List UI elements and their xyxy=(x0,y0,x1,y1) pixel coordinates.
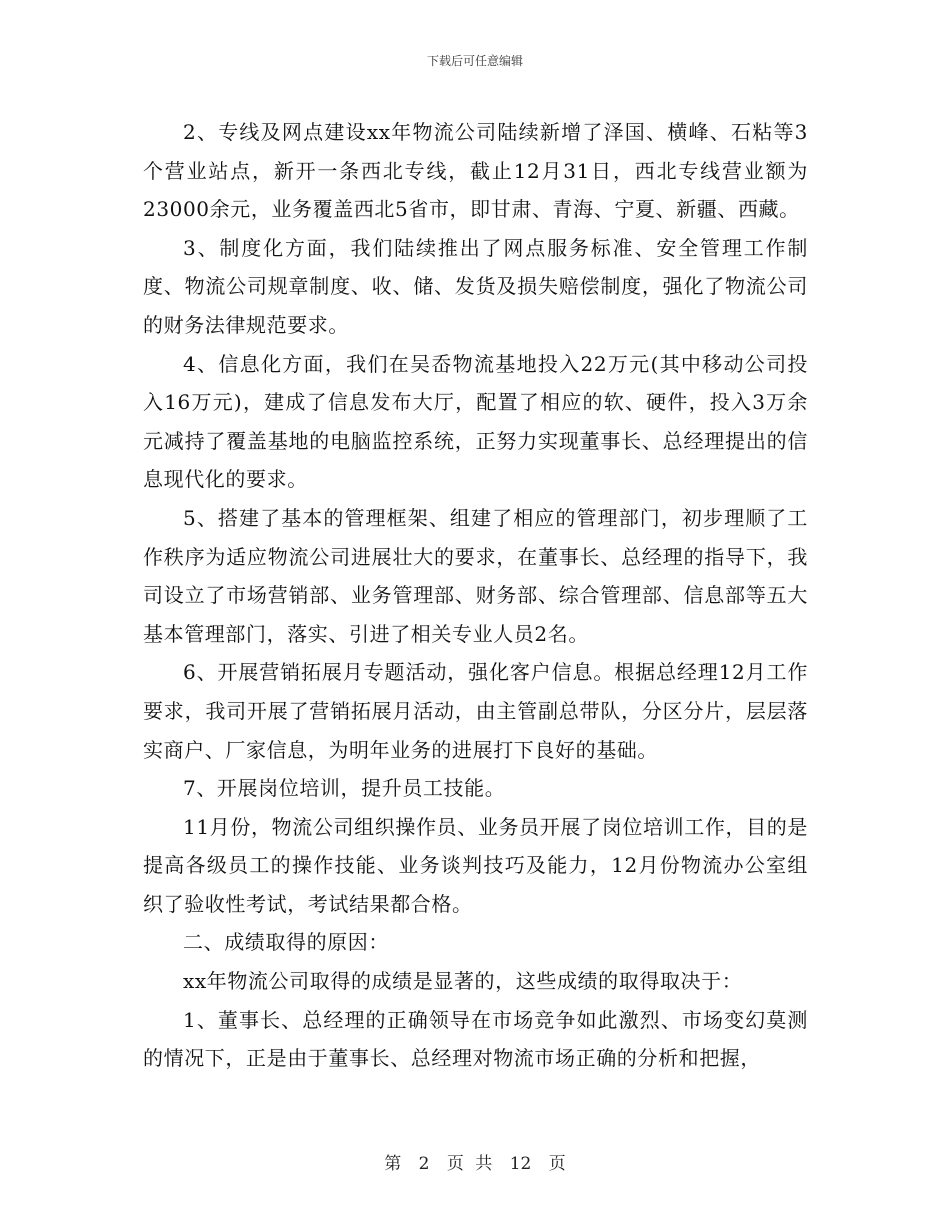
paragraph-2: 3、制度化方面，我们陆续推出了网点服务标准、安全管理工作制度、物流公司规章制度、收、储、发货及损失赔偿制度，强化了物流公司的财务法律规范要求。 xyxy=(143,235,808,337)
paragraph-3: 4、信息化方面，我们在吴岙物流基地投入22万元(其中移动公司投入16万元)，建成了信息发布大厅，配置了相应的软、硬件，投入3万余元减持了覆盖基地的电脑监控系统，正努力实现董事长、总经理提出的信息现代化的要求。 xyxy=(143,351,808,492)
footer-total-pages: 12 xyxy=(509,1154,532,1174)
footer-current-page: 2 xyxy=(418,1154,430,1174)
footer-suffix: 页 xyxy=(548,1154,566,1174)
page-header: 下载后可任意编辑 xyxy=(426,54,523,68)
page-number xyxy=(0,1152,950,1176)
paragraph-5: 6、开展营销拓展月专题活动，强化客户信息。根据总经理12月工作要求，我司开展了营销拓展月活动，由主管副总带队，分区分片，层层落实商户、厂家信息，为明年业务的进展打下良好的基础。 xyxy=(143,660,808,762)
paragraph-1: 2、专线及网点建设xx年物流公司陆续新增了泽国、横峰、石粘等3个营业站点，新开一条西北专线，截止12月31日，西北专线营业额为23000余元，业务覆盖西北5省市，即甘肃、青海、宁夏、新疆、西藏。 xyxy=(143,120,808,222)
section-heading: 二、成绩取得的原因： xyxy=(183,930,389,955)
document-body xyxy=(143,113,808,1078)
paragraph-7: 11月份，物流公司组织操作员、业务员开展了岗位培训工作，目的是提高各级员工的操作技能、业务谈判技巧及能力，12月份物流办公室组织了验收性考试，考试结果都合格。 xyxy=(143,814,808,916)
paragraph-9: 1、董事长、总经理的正确领导在市场竞争如此激烈、市场变幻莫测的情况下，正是由于董事长、总经理对物流市场正确的分析和把握， xyxy=(143,1007,808,1071)
paragraph-6: 7、开展岗位培训，提升员工技能。 xyxy=(183,776,506,801)
paragraph-4: 5、搭建了基本的管理框架、组建了相应的管理部门，初步理顺了工作秩序为适应物流公司进展壮大的要求，在董事长、总经理的指导下，我司设立了市场营销部、业务管理部、财务部、综合管理部、信息部等五大基本管理部门，落实、引进了相关专业人员2名。 xyxy=(143,505,808,646)
footer-middle: 页 共 xyxy=(446,1154,493,1174)
paragraph-8: xx年物流公司取得的成绩是显著的，这些成绩的取得取决于： xyxy=(183,969,743,994)
footer-prefix: 第 xyxy=(384,1154,402,1174)
